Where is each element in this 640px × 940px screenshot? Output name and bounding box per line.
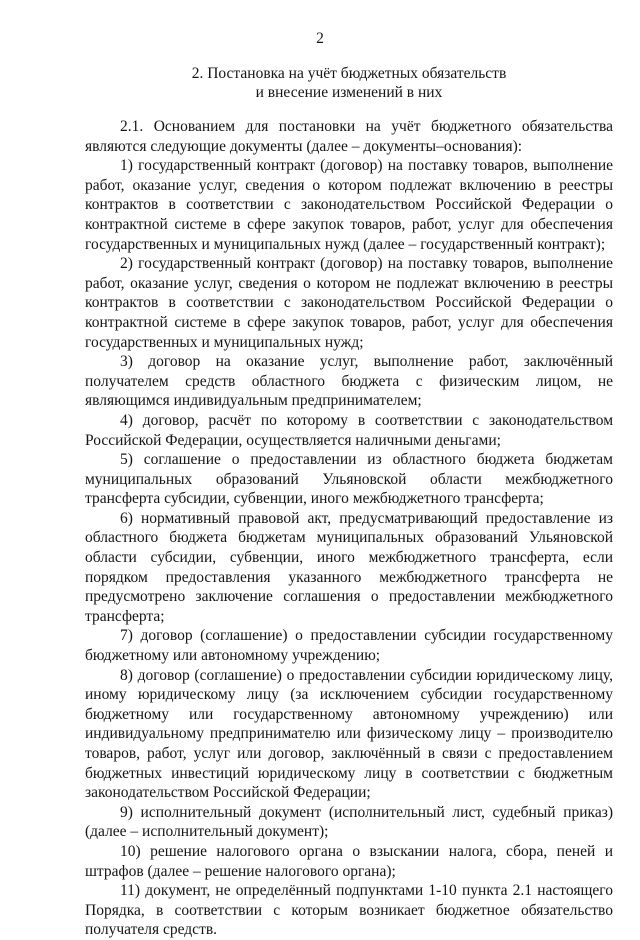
list-item-5: 5) соглашение о предоставлении из областного бюджета бюджетам муниципальных образований Ульяновской области межбюджетного трансферта субсидии, субвенции, иного межбюджетного трансферта; <box>85 451 613 508</box>
list-item-11: 11) документ, не определённый подпунктами 1-10 пункта 2.1 настоящего Порядка, в соответствии с которым возникает бюджетное обязательство получателя средств. <box>85 882 613 939</box>
list-item-1: 1) государственный контракт (договор) на поставку товаров, выполнение работ, оказание услуг, сведения о котором подлежат включению в реестры контрактов в соответствии с законодательством Российской Федерации о контрактной системе в сфере закупок товаров, работ, услуг для обеспечения государственных и муниципальных нужд (далее – государственный контракт); <box>85 157 613 253</box>
list-item-4: 4) договор, расчёт по которому в соответствии с законодательством Российской Федерации, осуществляется наличными деньгами; <box>85 411 613 449</box>
section-heading <box>85 64 613 102</box>
page-number: 2 <box>316 30 324 47</box>
list-item-8: 8) договор (соглашение) о предоставлении субсидии юридическому лицу, иному юридическому лицу (за исключением субсидии государственному бюджетному или государственному автономному учреждению) или индивидуальному предпринимателю или физическому лицу – производителю товаров, работ, услуг или договор, заключённый в связи с предоставлением бюджетных инвестиций юридическому лицу в соответствии с бюджетным законодательством Российской Федерации; <box>85 666 613 802</box>
paragraph-2-1: 2.1. Основанием для постановки на учёт бюджетного обязательства являются следующие документы (далее – документы–основания): <box>85 118 613 155</box>
list-item-10: 10) решение налогового органа о взыскании налога, сбора, пеней и штрафов (далее – решение налогового органа); <box>85 842 613 880</box>
list-item-6: 6) нормативный правовой акт, предусматривающий предоставление из областного бюджета бюджетам муниципальных образований Ульяновской области субсидии, субвенции, иного межбюджетного трансферта, если порядком предоставления указанного межбюджетного трансферта не предусмотрено заключение соглашения о предоставлении межбюджетного трансферта; <box>85 509 613 625</box>
section-heading-line-2: и внесение изменений в них <box>255 84 443 101</box>
section-heading-line-1: 2. Постановка на учёт бюджетных обязательств <box>191 65 507 82</box>
list-item-3: 3) договор на оказание услуг, выполнение работ, заключённый получателем средств областного бюджета с физическим лицом, не являющимся индивидуальным предпринимателем; <box>85 353 613 410</box>
list-item-2: 2) государственный контракт (договор) на поставку товаров, выполнение работ, оказание услуг, сведения о котором не подлежат включению в реестры контрактов в соответствии с законодательством Российской Федерации о контрактной системе в сфере закупок товаров, работ, услуг для обеспечения государственных и муниципальных нужд; <box>85 255 613 351</box>
document-body <box>85 117 613 940</box>
list-item-9: 9) исполнительный документ (исполнительный лист, судебный приказ) (далее – исполнительный документ); <box>85 803 613 841</box>
list-item-7: 7) договор (соглашение) о предоставлении субсидии государственному бюджетному или автономному учреждению; <box>85 627 613 665</box>
